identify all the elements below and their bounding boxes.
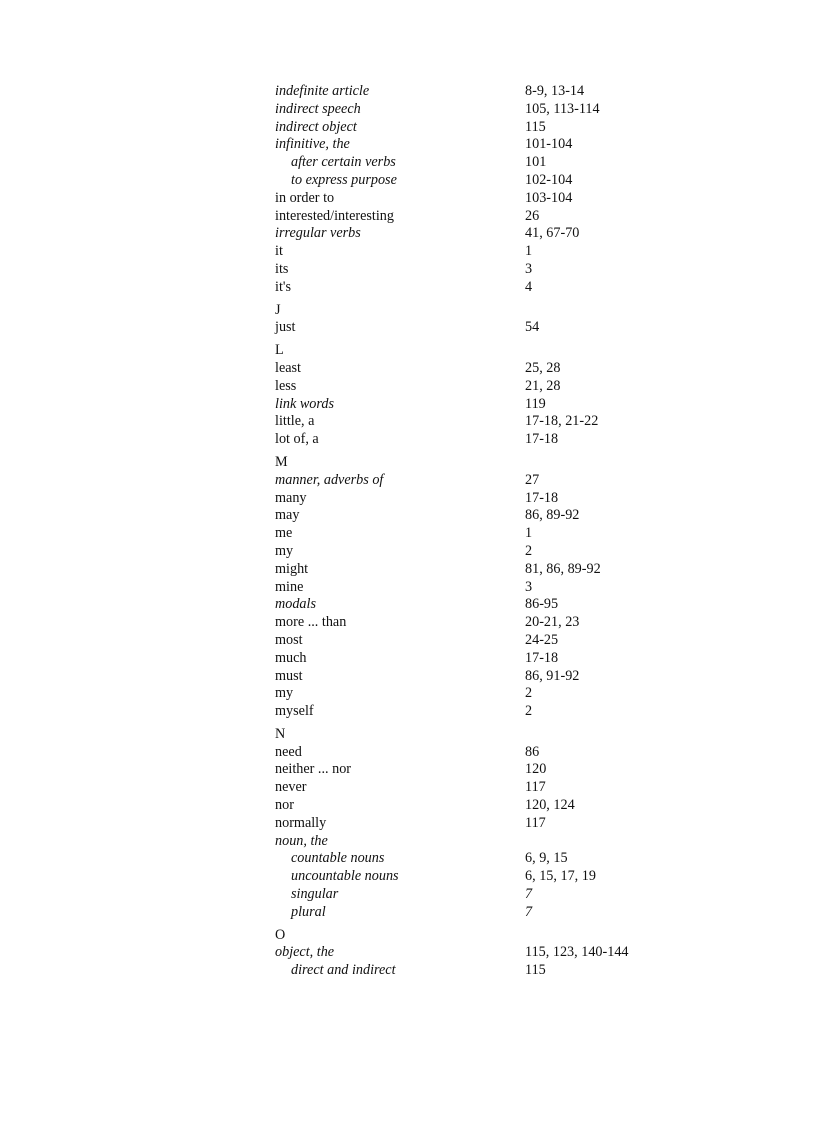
index-term: me <box>275 525 293 542</box>
index-entry <box>275 815 695 833</box>
index-pages: 2 <box>525 703 533 720</box>
index-letter-heading <box>275 927 695 945</box>
index-entry <box>275 119 695 137</box>
index-term: in order to <box>275 189 335 206</box>
index-term: its <box>275 260 289 277</box>
index-entry <box>275 744 695 762</box>
index-term: many <box>275 489 307 506</box>
index-term: my <box>275 542 294 559</box>
index-entry <box>275 83 695 101</box>
index-entry <box>275 850 695 868</box>
index-term: uncountable nouns <box>291 868 399 885</box>
index-entry <box>275 208 695 226</box>
index-entry <box>275 703 695 721</box>
index-term: may <box>275 507 300 524</box>
index-pages: 102-104 <box>525 171 573 188</box>
index-term: after certain verbs <box>291 154 396 171</box>
index-pages: 3 <box>525 578 533 595</box>
index-letter-heading <box>275 454 695 472</box>
index-entry <box>275 833 695 851</box>
index-pages: 41, 67-70 <box>525 225 580 242</box>
index-entry <box>275 579 695 597</box>
index-pages: 17-18 <box>525 431 559 448</box>
index-term: must <box>275 667 303 684</box>
index-pages: 25, 28 <box>525 359 561 376</box>
index-pages: 105, 113-114 <box>525 100 600 117</box>
index-entry <box>275 507 695 525</box>
index-entry <box>275 779 695 797</box>
index-pages: 120, 124 <box>525 797 575 814</box>
index-term: it's <box>275 278 291 295</box>
index-term: indirect object <box>275 118 357 135</box>
index-entry <box>275 261 695 279</box>
index-entry <box>275 797 695 815</box>
index-pages: 119 <box>525 395 546 412</box>
letter-label: N <box>275 725 286 742</box>
index-entry <box>275 525 695 543</box>
index-entry <box>275 632 695 650</box>
letter-label: M <box>275 453 288 470</box>
index-pages: 7 <box>525 886 533 903</box>
index-pages: 6, 9, 15 <box>525 850 568 867</box>
index-pages: 86, 89-92 <box>525 507 580 524</box>
index-letter-heading <box>275 302 695 320</box>
index-term: most <box>275 631 303 648</box>
index-pages: 7 <box>525 903 533 920</box>
index-pages: 2 <box>525 542 533 559</box>
index-pages: 103-104 <box>525 189 573 206</box>
index-entry <box>275 154 695 172</box>
index-term: singular <box>291 886 339 903</box>
letter-label: L <box>275 342 284 359</box>
index-term: interested/interesting <box>275 207 394 224</box>
index-pages: 86, 91-92 <box>525 667 580 684</box>
index-pages: 86-95 <box>525 596 559 613</box>
index-pages: 8-9, 13-14 <box>525 83 585 99</box>
index-entry <box>275 685 695 703</box>
index-term: indirect speech <box>275 100 361 117</box>
index-entry <box>275 596 695 614</box>
index-term: manner, adverbs of <box>275 471 384 488</box>
index-term: modals <box>275 596 316 613</box>
index-entry <box>275 962 695 980</box>
index-term: lot of, a <box>275 431 319 448</box>
index-entry <box>275 101 695 119</box>
index-term: least <box>275 359 301 376</box>
index-entry <box>275 668 695 686</box>
index-pages: 115 <box>525 962 546 979</box>
index-entry <box>275 472 695 490</box>
index-entry <box>275 360 695 378</box>
index-pages: 115 <box>525 118 546 135</box>
index-pages: 26 <box>525 207 540 224</box>
index-pages: 115, 123, 140-144 <box>525 944 629 961</box>
index-term: more ... than <box>275 614 347 631</box>
index-term: noun, the <box>275 832 328 849</box>
index-pages: 17-18 <box>525 649 559 666</box>
index-pages: 117 <box>525 779 546 796</box>
index-pages: 101-104 <box>525 136 573 153</box>
index-term: mine <box>275 578 304 595</box>
index-letter-heading <box>275 726 695 744</box>
index-entry <box>275 543 695 561</box>
index-pages: 2 <box>525 685 533 702</box>
index-term: just <box>275 319 296 336</box>
index-letter-heading <box>275 342 695 360</box>
index-term: need <box>275 743 302 760</box>
index-pages: 27 <box>525 471 540 488</box>
index-term: direct and indirect <box>291 962 396 979</box>
index-pages: 86 <box>525 743 540 760</box>
index-pages: 1 <box>525 525 533 542</box>
index-pages: 101 <box>525 154 547 171</box>
index-pages: 117 <box>525 814 546 831</box>
index-term: indefinite article <box>275 83 370 99</box>
index-entry <box>275 761 695 779</box>
index-term: it <box>275 243 283 260</box>
index-term: normally <box>275 814 327 831</box>
letter-label: J <box>275 301 281 318</box>
index-pages: 21, 28 <box>525 377 561 394</box>
index-pages: 54 <box>525 319 540 336</box>
index-entry <box>275 243 695 261</box>
index-term: much <box>275 649 307 666</box>
index-entry <box>275 886 695 904</box>
index-pages: 17-18 <box>525 489 559 506</box>
index-entry <box>275 904 695 922</box>
index-pages: 20-21, 23 <box>525 614 580 631</box>
index-entry <box>275 172 695 190</box>
index-pages: 3 <box>525 260 533 277</box>
index-term: object, the <box>275 944 335 961</box>
index-term: myself <box>275 703 314 720</box>
index-term: less <box>275 377 297 394</box>
index-entry <box>275 319 695 337</box>
index-term: infinitive, the <box>275 136 350 153</box>
index-entry <box>275 868 695 886</box>
index-term: never <box>275 779 307 796</box>
index-term: my <box>275 685 294 702</box>
index-term: irregular verbs <box>275 225 361 242</box>
index-entry <box>275 279 695 297</box>
index-entry <box>275 378 695 396</box>
index-pages: 17-18, 21-22 <box>525 413 599 430</box>
letter-label: O <box>275 926 286 943</box>
index-pages: 24-25 <box>525 631 559 648</box>
index-entry <box>275 190 695 208</box>
index-pages: 120 <box>525 761 547 778</box>
index-entry <box>275 944 695 962</box>
index-pages: 4 <box>525 278 533 295</box>
index-term: countable nouns <box>291 850 385 867</box>
index-pages: 81, 86, 89-92 <box>525 560 601 577</box>
index-entry <box>275 650 695 668</box>
index-pages: 6, 15, 17, 19 <box>525 868 596 885</box>
index-list <box>275 83 695 980</box>
index-term: plural <box>291 903 326 920</box>
index-term: neither ... nor <box>275 761 352 778</box>
index-entry <box>275 561 695 579</box>
index-entry <box>275 431 695 449</box>
index-entry <box>275 490 695 508</box>
index-entry <box>275 225 695 243</box>
index-entry <box>275 396 695 414</box>
index-entry <box>275 614 695 632</box>
index-pages: 1 <box>525 243 533 260</box>
index-term: nor <box>275 797 294 814</box>
index-entry <box>275 413 695 431</box>
index-term: to express purpose <box>291 171 397 188</box>
index-term: little, a <box>275 413 315 430</box>
index-term: might <box>275 560 309 577</box>
index-term: link words <box>275 395 334 412</box>
index-entry <box>275 136 695 154</box>
